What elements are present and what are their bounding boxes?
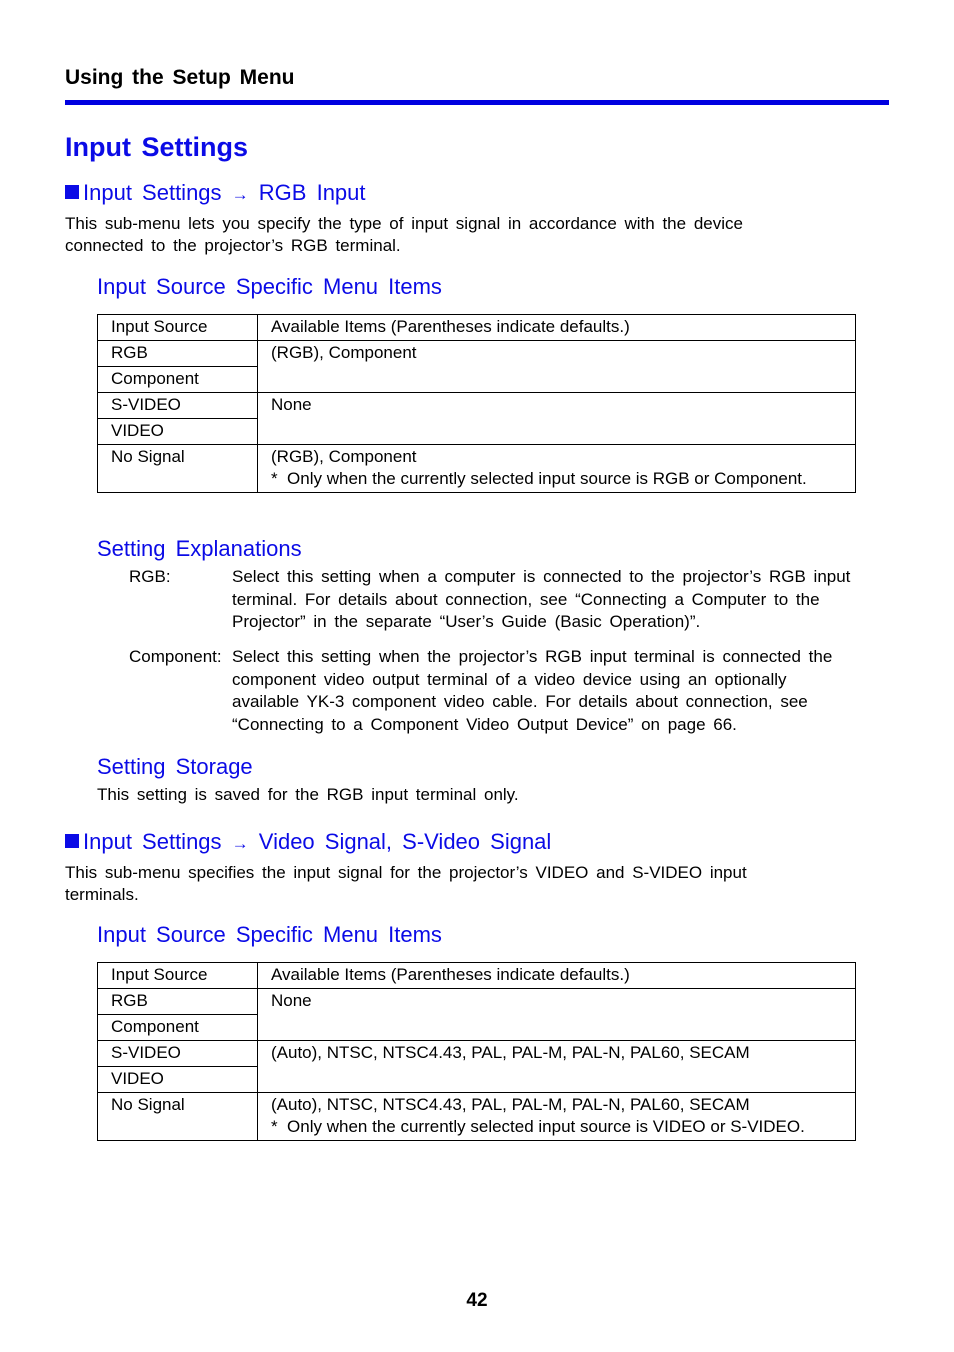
source-cell: Component	[98, 367, 258, 393]
page-number: 42	[466, 1290, 488, 1311]
table-row	[98, 445, 856, 493]
items-cell: (Auto), NTSC, NTSC4.43, PAL, PAL-M, PAL-N, PAL60, SECAM	[258, 1041, 856, 1093]
items-cell	[258, 445, 856, 493]
section-intro: This sub-menu specifies the input signal for the projector’s VIDEO and S-VIDEO input terminals.	[65, 863, 747, 904]
table-header-cell: Available Items (Parentheses indicate defaults.)	[258, 963, 856, 989]
footnote: * Only when the currently selected input source is RGB or Component.	[271, 469, 807, 488]
source-cell: RGB	[98, 341, 258, 367]
explanations-heading: Setting Explanations	[97, 536, 302, 561]
source-cell: No Signal	[98, 1093, 258, 1141]
table-header-cell: Input Source	[98, 315, 258, 341]
header-rule	[65, 100, 889, 105]
items-text: (RGB), Component	[271, 447, 417, 466]
table-header-cell: Input Source	[98, 963, 258, 989]
items-text: (Auto), NTSC, NTSC4.43, PAL, PAL-M, PAL-N, PAL60, SECAM	[271, 1095, 750, 1114]
section-heading-rgb-input: Input Settings → RGB Input	[65, 180, 366, 206]
square-bullet-icon	[65, 185, 79, 199]
input-source-table	[97, 314, 856, 493]
table-row	[98, 989, 856, 1015]
arrow-icon: →	[231, 185, 249, 204]
source-cell: S-VIDEO	[98, 1041, 258, 1067]
page-title: Input Settings	[65, 132, 248, 162]
explanation-desc: Select this setting when a computer is connected to the projector’s RGB input terminal. For details about connection, see “Connecting a Computer to the Projector” in the separate “User’s Guide (Basic Operation)”.	[232, 567, 851, 632]
section-intro: This sub-menu lets you specify the type of input signal in accordance with the device connected to the projector’s RGB terminal.	[65, 214, 743, 255]
source-cell: RGB	[98, 989, 258, 1015]
table-heading: Input Source Specific Menu Items	[97, 922, 442, 947]
items-cell	[258, 1093, 856, 1141]
source-cell: VIDEO	[98, 419, 258, 445]
source-cell: No Signal	[98, 445, 258, 493]
table-heading: Input Source Specific Menu Items	[97, 274, 442, 299]
table-row	[98, 393, 856, 419]
table-row	[98, 341, 856, 367]
arrow-icon: →	[231, 834, 249, 853]
items-cell: None	[258, 393, 856, 445]
input-source-table	[97, 962, 856, 1141]
source-cell: S-VIDEO	[98, 393, 258, 419]
section-heading-video-signal: Input Settings → Video Signal, S-Video Signal	[65, 829, 551, 855]
table-row	[98, 1093, 856, 1141]
table-header-cell: Available Items (Parentheses indicate defaults.)	[258, 315, 856, 341]
storage-text: This setting is saved for the RGB input terminal only.	[97, 785, 519, 804]
items-cell: None	[258, 989, 856, 1041]
table-header-row	[98, 963, 856, 989]
table-row	[98, 1041, 856, 1067]
storage-heading: Setting Storage	[97, 754, 253, 779]
square-bullet-icon	[65, 834, 79, 848]
running-header: Using the Setup Menu	[65, 66, 295, 89]
explanation-term: Component:	[129, 647, 222, 666]
explanation-desc: Select this setting when the projector’s RGB input terminal is connected the component video output terminal of a video device using an optionally available YK-3 component video cable. For details about connection, see “Connecting to a Component Video Output Device” on page 66.	[232, 647, 833, 735]
source-cell: VIDEO	[98, 1067, 258, 1093]
table-header-row	[98, 315, 856, 341]
footnote: * Only when the currently selected input source is VIDEO or S-VIDEO.	[271, 1117, 805, 1136]
explanation-term: RGB:	[129, 567, 171, 586]
source-cell: Component	[98, 1015, 258, 1041]
items-cell: (RGB), Component	[258, 341, 856, 393]
